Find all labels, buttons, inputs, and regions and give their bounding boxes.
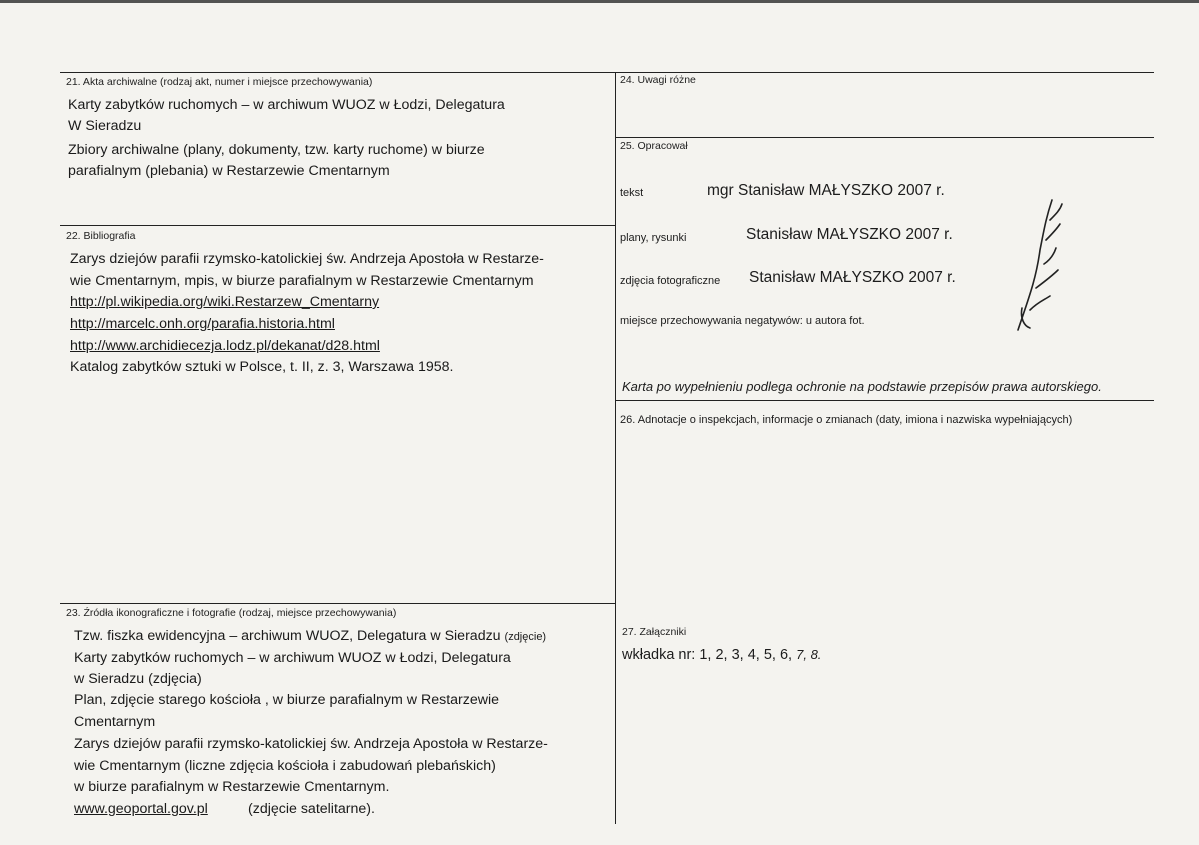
bibliography-link-wikipedia[interactable]: http://pl.wikipedia.org/wiki.Restarzew_Cmentarny bbox=[70, 294, 380, 310]
top-edge-line bbox=[0, 0, 1199, 3]
section-27-label: 27. Załączniki bbox=[622, 626, 687, 638]
section-21-line-1: Karty zabytków ruchomych – w archiwum WUOZ w Łodzi, Delegatura bbox=[68, 97, 505, 113]
section-22-line-1: Zarys dziejów parafii rzymsko-katolickiej św. Andrzeja Apostoła w Restarze- bbox=[70, 251, 544, 267]
divider-top bbox=[60, 72, 1154, 73]
negatywy-info: miejsce przechowywania negatywów: u autora fot. bbox=[620, 315, 865, 327]
divider-right-25 bbox=[615, 137, 1154, 138]
bibliography-link-marcelc[interactable]: http://marcelc.onh.org/parafia.historia.html bbox=[70, 316, 335, 332]
section-23-line-3: w Sieradzu (zdjęcia) bbox=[74, 671, 202, 687]
section-22-line-2: wie Cmentarnym, mpis, w biurze parafialnym w Restarzewie Cmentarnym bbox=[70, 273, 534, 289]
section-21-line-3: Zbiory archiwalne (plany, dokumenty, tzw. karty ruchome) w biurze bbox=[68, 142, 485, 158]
section-24-label: 24. Uwagi różne bbox=[620, 74, 696, 86]
section-23-line-6: Zarys dziejów parafii rzymsko-katolickiej św. Andrzeja Apostoła w Restarze- bbox=[74, 736, 548, 752]
plany-label: plany, rysunki bbox=[620, 232, 687, 244]
section-21-line-4: parafialnym (plebania) w Restarzewie Cmentarnym bbox=[68, 163, 390, 179]
section-23-line-1-note: (zdjęcie) bbox=[504, 631, 547, 643]
section-22-line-last: Katalog zabytków sztuki w Polsce, t. II, z. 3, Warszawa 1958. bbox=[70, 359, 454, 375]
copyright-note: Karta po wypełnieniu podlega ochronie na podstawie przepisów prawa autorskiego. bbox=[622, 379, 1102, 394]
zdjecia-author: Stanisław MAŁYSZKO 2007 r. bbox=[749, 269, 956, 286]
attachments-value bbox=[622, 647, 821, 663]
section-23-line-8: w biurze parafialnym w Restarzewie Cmentarnym. bbox=[74, 779, 390, 795]
section-21-label: 21. Akta archiwalne (rodzaj akt, numer i miejsce przechowywania) bbox=[66, 76, 373, 88]
section-23-line-5: Cmentarnym bbox=[74, 714, 156, 730]
tekst-author: mgr Stanisław MAŁYSZKO 2007 r. bbox=[707, 182, 945, 199]
section-21-line-2: W Sieradzu bbox=[68, 118, 142, 134]
handwritten-signature bbox=[1000, 190, 1070, 335]
section-22-label: 22. Bibliografia bbox=[66, 230, 136, 242]
divider-left-22 bbox=[60, 225, 616, 226]
section-23-line-4: Plan, zdjęcie starego kościoła , w biurze parafialnym w Restarzewie bbox=[74, 692, 500, 708]
divider-vertical bbox=[615, 72, 616, 824]
section-23-line-2: Karty zabytków ruchomych – w archiwum WUOZ w Łodzi, Delegatura bbox=[74, 650, 511, 666]
attachments-list: wkładka nr: 1, 2, 3, 4, 5, 6, bbox=[622, 647, 793, 663]
attachments-handwritten: 7, 8. bbox=[796, 647, 822, 662]
section-23-line-7: wie Cmentarnym (liczne zdjęcia kościoła i zabudowań plebańskich) bbox=[74, 758, 496, 774]
section-26-label: 26. Adnotacje o inspekcjach, informacje o zmianach (daty, imiona i nazwiska wypełniających) bbox=[620, 414, 1073, 426]
section-25-label: 25. Opracował bbox=[620, 140, 688, 152]
divider-right-26 bbox=[615, 400, 1154, 401]
divider-left-23 bbox=[60, 603, 616, 604]
section-23-line-1 bbox=[74, 626, 546, 649]
section-23-label: 23. Źródła ikonograficzne i fotografie (rodzaj, miejsce przechowywania) bbox=[66, 607, 397, 619]
plany-author: Stanisław MAŁYSZKO 2007 r. bbox=[746, 226, 953, 243]
tekst-label: tekst bbox=[620, 187, 644, 199]
geoportal-note: (zdjęcie satelitarne). bbox=[248, 801, 375, 817]
geoportal-link[interactable]: www.geoportal.gov.pl bbox=[74, 801, 208, 817]
section-23-line-1-text: Tzw. fiszka ewidencyjna – archiwum WUOZ, Delegatura w Sieradzu bbox=[74, 628, 501, 644]
zdjecia-label: zdjęcia fotograficzne bbox=[620, 275, 721, 287]
bibliography-link-archidiecezja[interactable]: http://www.archidiecezja.lodz.pl/dekanat/d28.html bbox=[70, 338, 380, 354]
